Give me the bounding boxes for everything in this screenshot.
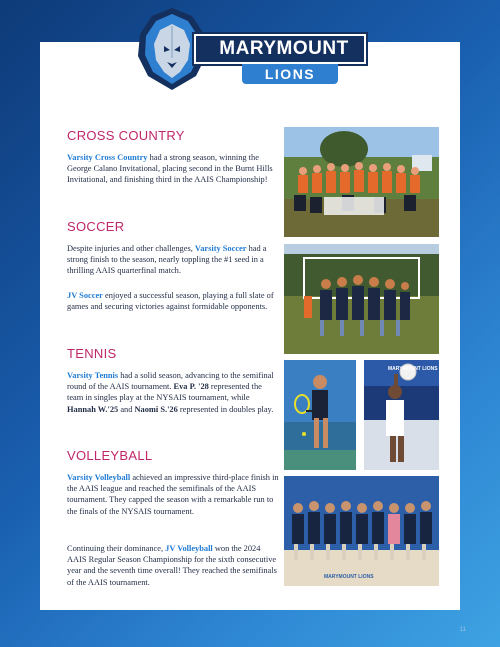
tennis-paragraph: Varsity Tennis had a solid season, advancing to the semifinal round of the AAIS tournament. Eva P. '28 represented the team in singles play at the NYSAIS tournament, while Hannah W.'25 and Naomi S.'26 represented in doubles play. [67, 371, 274, 414]
volleyball-action-photo [364, 360, 439, 470]
cross-country-team-photo [284, 127, 439, 237]
cross-country-heading: CROSS COUNTRY [67, 128, 185, 143]
team-name-jv-volleyball: JV Volleyball [165, 544, 213, 553]
marymount-lions-logo [134, 6, 366, 92]
volleyball-paragraph-2: Continuing their dominance, JV Volleyball won the 2024 AAIS Regular Season Championship for the sixth consecutive year and the seventh time overall! They reached the semifinals of the AAIS tournament. [67, 544, 277, 587]
soccer-team-photo [284, 244, 439, 354]
team-name-varsity-tennis: Varsity Tennis [67, 371, 119, 380]
volleyball-paragraph-1: Varsity Volleyball achieved an impressive third-place finish in the AAIS league and reached the semifinals of the AAIS tournament. They capped the season with a remarkable run to the finals of the NYSAIS tournament. [67, 473, 279, 516]
volleyball-team-photo [284, 476, 439, 586]
cross-country-paragraph: Varsity Cross Country had a strong season, winning the George Calano Invitational, placing second in the Burnt Hills Invitational, and finishing third in the AAIS Championship! [67, 153, 273, 185]
tennis-player-photo [284, 360, 356, 470]
team-name-varsity-soccer: Varsity Soccer [194, 244, 247, 253]
soccer-heading: SOCCER [67, 219, 125, 234]
page-number: 11 [459, 627, 466, 633]
soccer-paragraph-2: JV Soccer enjoyed a successful season, playing a full slate of games and securing victories against formidable opponents. [67, 291, 274, 312]
team-name-varsity-volleyball: Varsity Volleyball [67, 473, 131, 482]
team-name-jv-soccer: JV Soccer [67, 291, 103, 300]
team-name-varsity-cross-country: Varsity Cross Country [67, 153, 148, 162]
logo-subtitle: LIONS [242, 64, 338, 84]
logo-wordmark: MARYMOUNT [194, 34, 366, 64]
soccer-paragraph-1: Despite injuries and other challenges, Varsity Soccer had a strong finish to the season, nearly toppling the #1 seed in a thrilling AAIS quarterfinal match. [67, 244, 267, 276]
floor-logo-text: MARYMOUNT LIONS [324, 574, 374, 580]
tennis-heading: TENNIS [67, 346, 117, 361]
gym-banner-text: MARYMOUNT LIONS [388, 366, 438, 372]
volleyball-heading: VOLLEYBALL [67, 448, 153, 463]
